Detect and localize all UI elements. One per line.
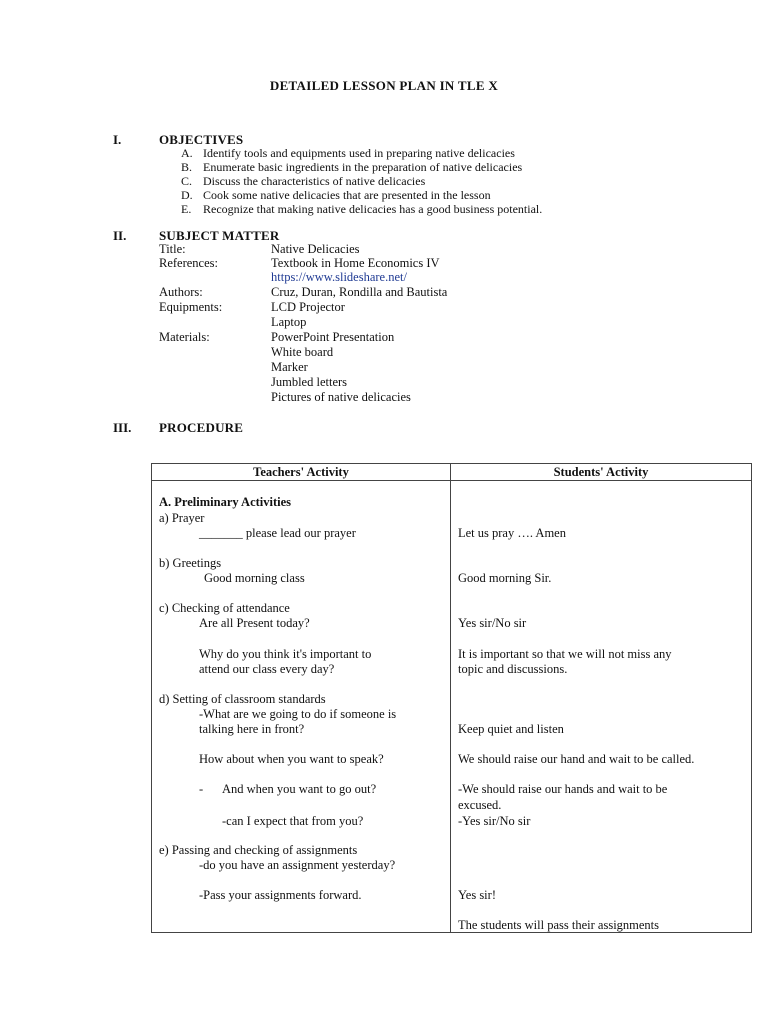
equipment-item: LCD Projector: [271, 300, 345, 314]
subject-matter-heading: SUBJECT MATTER: [159, 228, 280, 243]
student-line: Yes sir/No sir: [458, 616, 527, 630]
student-line: Yes sir!: [458, 888, 496, 902]
teacher-activity-header: Teachers' Activity: [152, 464, 451, 481]
student-line: Good morning Sir.: [458, 571, 552, 585]
material-item: Pictures of native delicacies: [271, 390, 411, 404]
teacher-dash: -: [199, 782, 204, 796]
teacher-line: Are all Present today?: [199, 616, 310, 630]
student-line: -We should raise our hands and wait to be: [458, 782, 668, 796]
standards-item: d) Setting of classroom standards: [159, 692, 326, 706]
material-item: White board: [271, 345, 334, 359]
prayer-item: a) Prayer: [159, 511, 205, 525]
student-activity-cell: [451, 481, 752, 933]
student-activity-header: Students' Activity: [451, 464, 752, 481]
material-item: Marker: [271, 360, 308, 374]
objectives-number: I.: [113, 132, 122, 147]
attendance-item: c) Checking of attendance: [159, 601, 290, 615]
objectives-heading: OBJECTIVES: [159, 132, 244, 147]
teacher-activity-cell: [152, 481, 451, 933]
title-label: Title:: [159, 242, 186, 256]
title-value: Native Delicacies: [271, 242, 360, 256]
student-line: excused.: [458, 798, 502, 812]
references-label: References:: [159, 256, 218, 270]
teacher-line: -What are we going to do if someone is: [199, 707, 397, 721]
procedure-heading: PROCEDURE: [159, 420, 244, 435]
procedure-number: III.: [113, 420, 132, 435]
student-line: It is important so that we will not miss any: [458, 647, 672, 661]
student-line: Keep quiet and listen: [458, 722, 564, 736]
student-line: topic and discussions.: [458, 662, 568, 676]
materials-label: Materials:: [159, 330, 210, 344]
student-line: We should raise our hand and wait to be called.: [458, 752, 695, 766]
student-line: Let us pray …. Amen: [458, 526, 566, 540]
material-item: PowerPoint Presentation: [271, 330, 395, 344]
teacher-line: talking here in front?: [199, 722, 305, 736]
section-a-heading: A. Preliminary Activities: [159, 495, 292, 509]
teacher-line: _______ please lead our prayer: [199, 526, 356, 540]
teacher-line: How about when you want to speak?: [199, 752, 384, 766]
equipment-item: Laptop: [271, 315, 307, 329]
teacher-line: Why do you think it's important to: [199, 647, 372, 661]
subject-matter-number: II.: [113, 228, 127, 243]
procedure-table: [151, 463, 752, 933]
equipments-label: Equipments:: [159, 300, 223, 314]
material-item: Jumbled letters: [271, 375, 348, 389]
document-title: DETAILED LESSON PLAN IN TLE X: [269, 78, 499, 93]
teacher-line: -can I expect that from you?: [222, 814, 364, 828]
teacher-line: And when you want to go out?: [222, 782, 377, 796]
authors-label: Authors:: [159, 285, 203, 299]
assignment-item: e) Passing and checking of assignments: [159, 843, 358, 857]
teacher-line: Good morning class: [204, 571, 305, 585]
authors-value: Cruz, Duran, Rondilla and Bautista: [271, 285, 448, 299]
reference-link[interactable]: https://www.slideshare.net/: [271, 270, 407, 284]
student-line: The students will pass their assignments: [458, 918, 660, 932]
table-header-row: [152, 464, 752, 481]
table-row: [152, 481, 752, 933]
teacher-line: -do you have an assignment yesterday?: [199, 858, 396, 872]
teacher-line: attend our class every day?: [199, 662, 335, 676]
teacher-line: -Pass your assignments forward.: [199, 888, 362, 902]
reference-item: Textbook in Home Economics IV: [271, 256, 440, 270]
greetings-item: b) Greetings: [159, 556, 222, 570]
student-line: -Yes sir/No sir: [458, 814, 531, 828]
